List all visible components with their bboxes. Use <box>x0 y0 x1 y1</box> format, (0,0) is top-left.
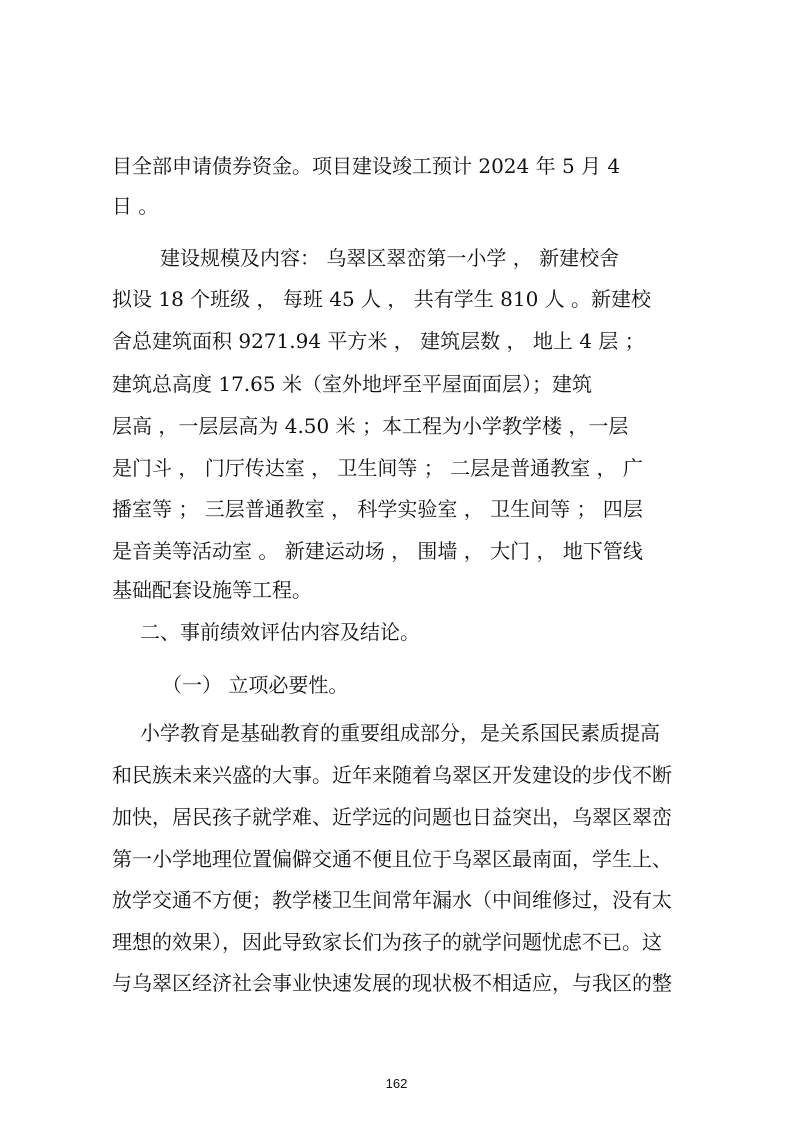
text-line: 放学交通不方便；教学楼卫生间常年漏水（中间维修过，没有太 <box>112 888 672 912</box>
section-heading: 二、事前绩效评估内容及结论。 <box>140 620 420 644</box>
text-line: 层高 ，一层层高为 4.50 米 ；本工程为小学教学楼 ，一层 <box>112 414 629 438</box>
text-line: 和民族未来兴盛的大事。近年来随着乌翠区开发建设的步伐不断 <box>112 763 672 787</box>
text-line: 加快，居民孩子就学难、近学远的问题也日益突出，乌翠区翠峦 <box>112 805 672 829</box>
text-line: 理想的效果），因此导致家长们为孩子的就学问题忧虑不已。这 <box>112 930 662 954</box>
page-number: 162 <box>385 1076 408 1091</box>
text-line: 日 。 <box>112 194 159 218</box>
text-line: 是音美等活动室 。 新建运动场 ， 围墙 ， 大门 ， 地下管线 <box>112 539 643 563</box>
text-line: 第一小学地理位置偏僻交通不便且位于乌翠区最南面，学生上、 <box>112 847 672 871</box>
text-line: 播室等 ； 三层普通教室 ， 科学实验室 ， 卫生间等 ； 四层 <box>112 497 643 521</box>
text-line: 目全部申请债券资金。项目建设竣工预计 2024 年 5 月 4 <box>112 154 621 178</box>
text-line: 与乌翠区经济社会事业快速发展的现状极不相适应，与我区的整 <box>112 971 672 995</box>
text-line: 是门斗 ， 门厅传达室 ， 卫生间等 ； 二层是普通教室 ， 广 <box>112 456 643 480</box>
text-line: 舍总建筑面积 9271.94 平方米 ， 建筑层数 ， 地上 4 层 ； <box>112 329 645 353</box>
text-line: 建筑总高度 17.65 米（室外地坪至平屋面面层）；建筑 <box>112 372 592 396</box>
text-line: 建设规模及内容： 乌翠区翠峦第一小学 ， 新建校舍 <box>160 246 620 270</box>
text-line: 拟设 18 个班级 ， 每班 45 人 ， 共有学生 810 人 。新建校 <box>112 287 652 311</box>
text-line: 基础配套设施等工程。 <box>112 578 312 602</box>
subsection-heading: （一） 立项必要性。 <box>162 673 349 697</box>
text-line: 小学教育是基础教育的重要组成部分，是关系国民素质提高 <box>140 721 660 745</box>
